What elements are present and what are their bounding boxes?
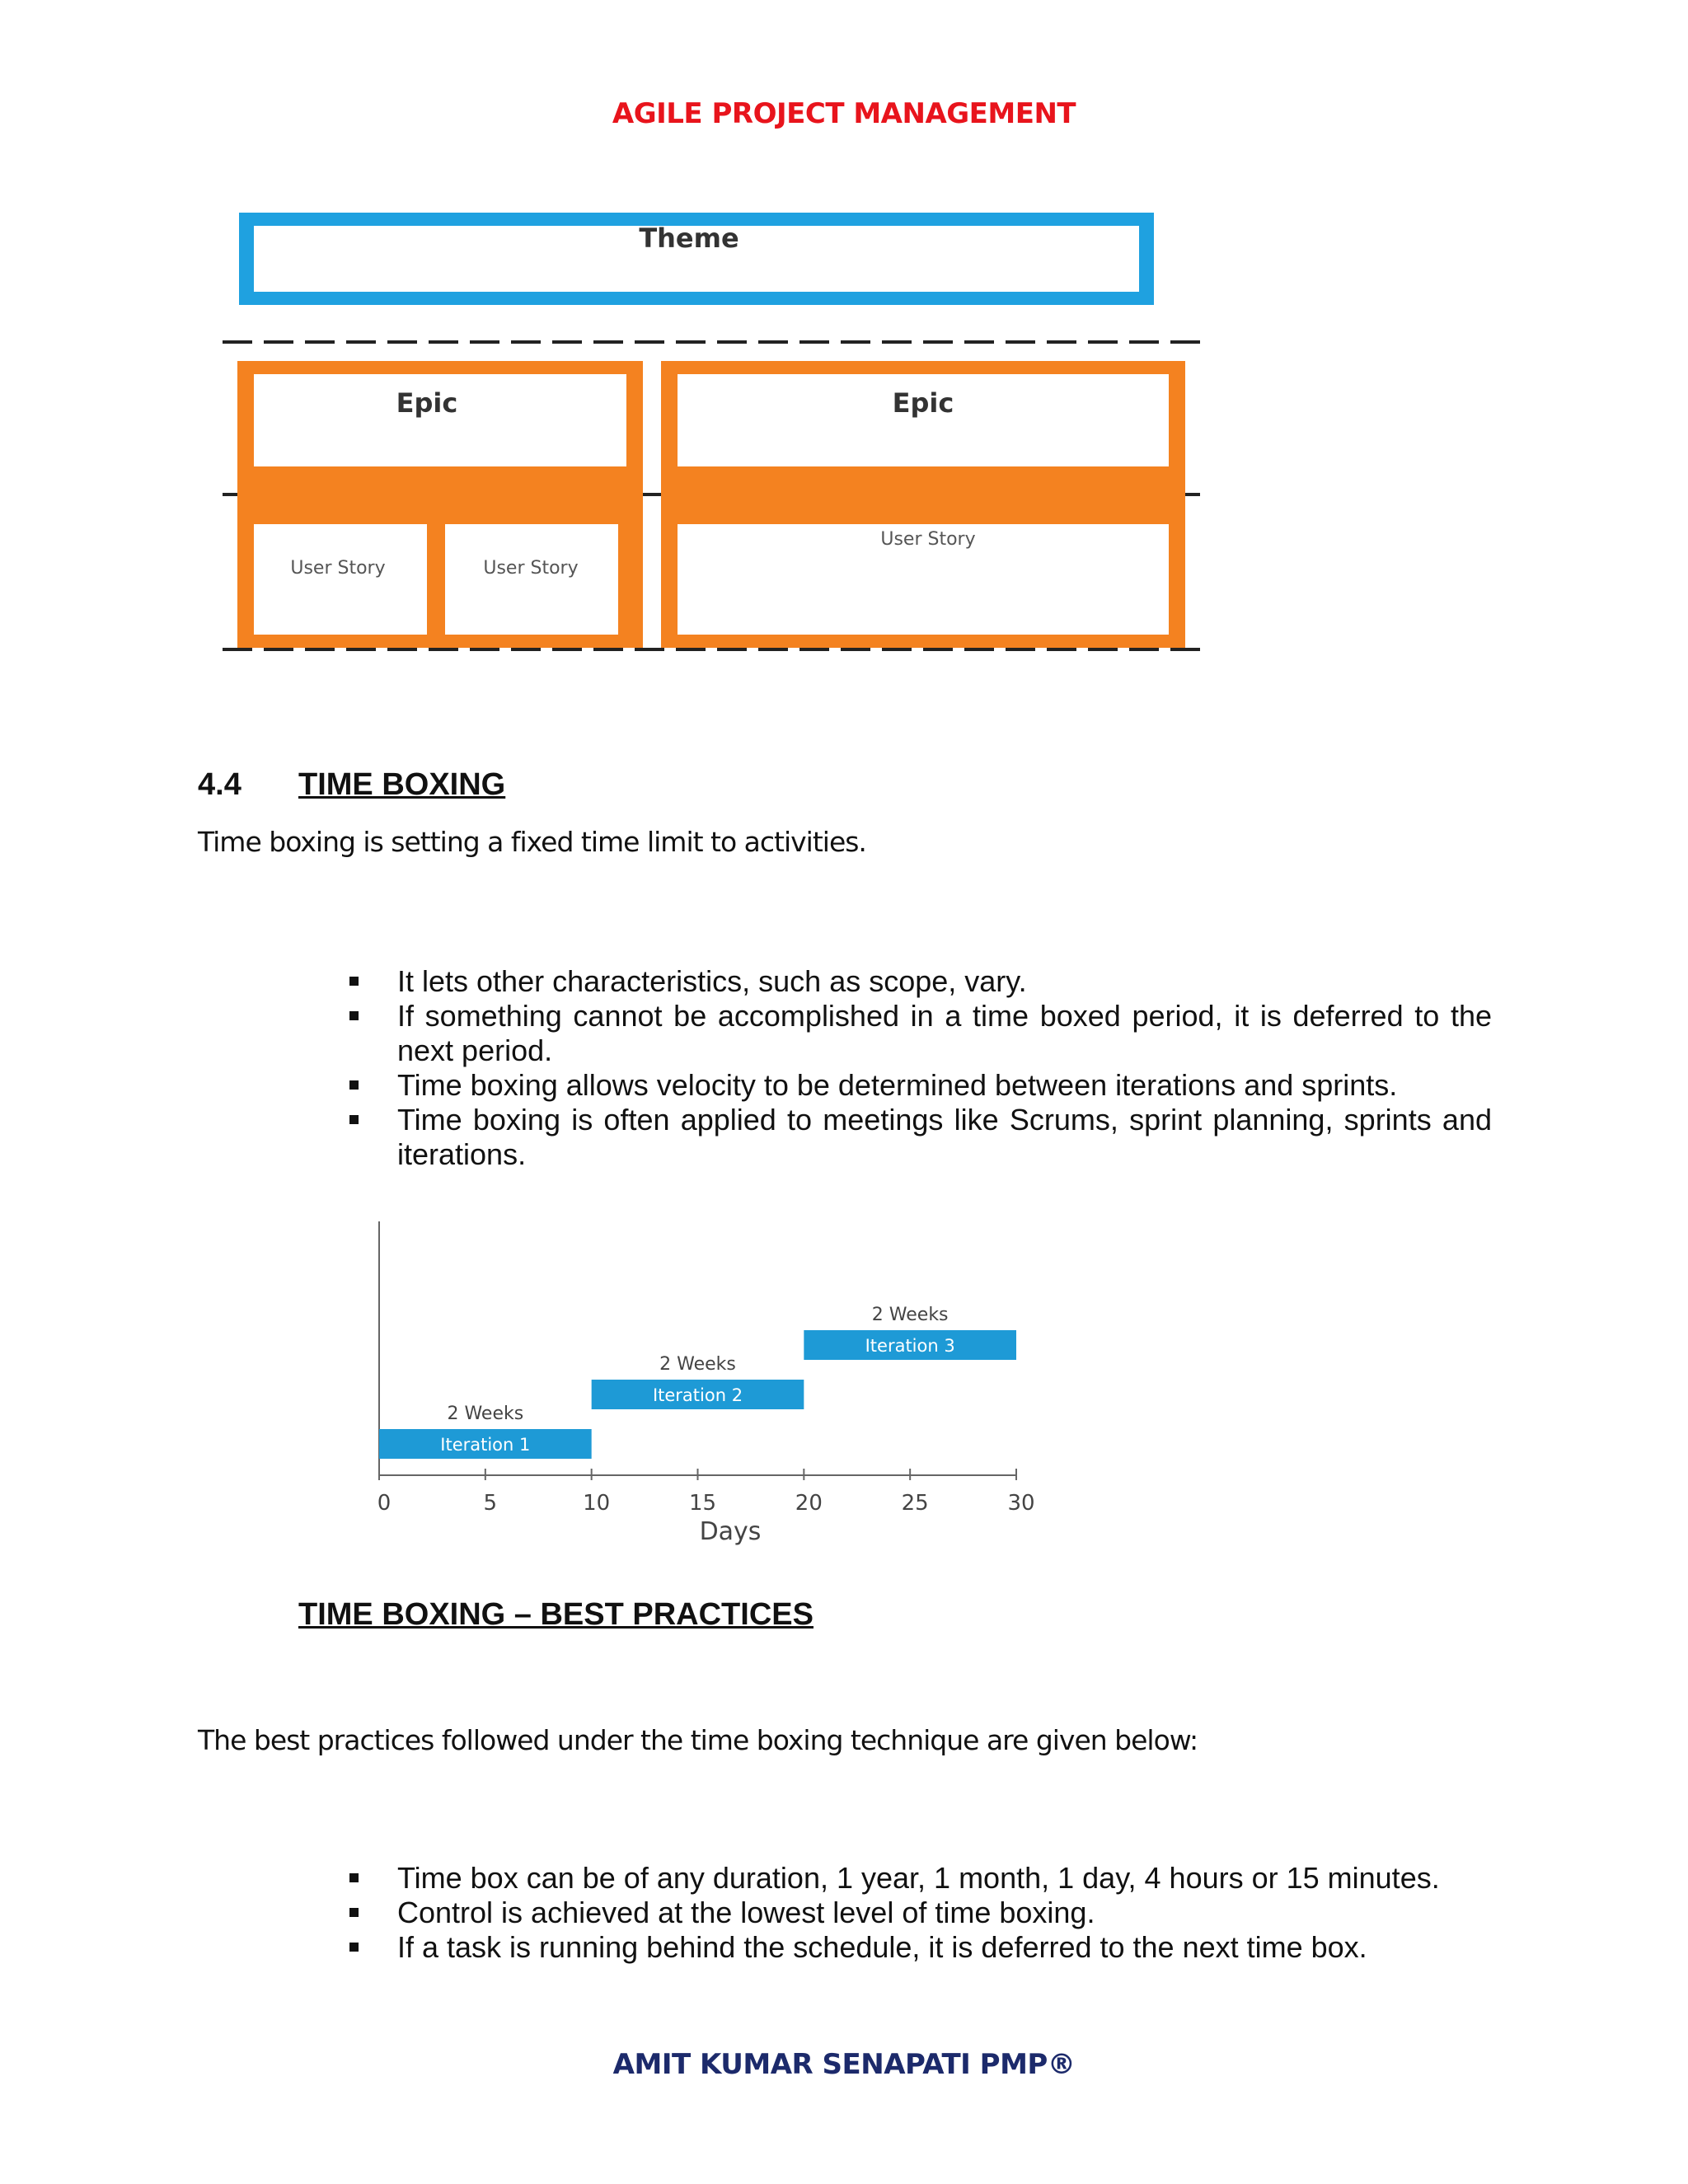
time-boxing-bullets	[346, 964, 1492, 1172]
x-tick-label: 15	[688, 1491, 717, 1516]
epic-label: Epic	[892, 387, 954, 419]
list-item: Control is achieved at the lowest level of time boxing.	[346, 1896, 1492, 1930]
iteration-bar-label: Iteration 2	[652, 1385, 743, 1405]
iteration-bar-label: Iteration 1	[440, 1435, 531, 1455]
section-title: TIME BOXING	[298, 767, 506, 802]
list-item: Time boxing allows velocity to be determined between iterations and sprints.	[346, 1068, 1492, 1103]
user-story-label: User Story	[483, 558, 579, 579]
theme-epic-story-diagram	[214, 198, 1228, 668]
iteration-duration-label: 2 Weeks	[447, 1404, 524, 1424]
theme-label: Theme	[639, 223, 739, 254]
iteration-bar-label: Iteration 3	[865, 1336, 955, 1356]
x-tick-label: 5	[483, 1491, 498, 1516]
list-item: If a task is running behind the schedule, it is deferred to the next time box.	[346, 1930, 1492, 1965]
epic-label: Epic	[396, 387, 458, 419]
x-tick-label: 20	[795, 1491, 823, 1516]
list-item: It lets other characteristics, such as scope, vary.	[346, 964, 1492, 999]
list-item: If something cannot be accomplished in a time boxed period, it is deferred to the next period.	[346, 999, 1492, 1068]
list-item: Time boxing is often applied to meetings like Scrums, sprint planning, sprints and iterations.	[346, 1103, 1492, 1172]
x-tick-label: 30	[1007, 1491, 1035, 1516]
x-tick-label: 25	[901, 1491, 929, 1516]
best-practices-intro: The best practices followed under the time boxing technique are given below:	[198, 1724, 1198, 1756]
x-tick-label: 10	[583, 1491, 611, 1516]
x-tick-label: 0	[377, 1491, 392, 1516]
page-header: AGILE PROJECT MANAGEMENT	[612, 97, 1076, 130]
iteration-duration-label: 2 Weeks	[659, 1354, 736, 1375]
user-story-box	[254, 524, 427, 635]
user-story-label: User Story	[880, 529, 976, 550]
best-practices-title: TIME BOXING – BEST PRACTICES	[298, 1597, 814, 1632]
user-story-label: User Story	[290, 558, 386, 579]
iteration-duration-label: 2 Weeks	[871, 1305, 949, 1325]
iteration-timeline-chart	[330, 1203, 1071, 1566]
best-practices-bullets	[346, 1861, 1492, 1965]
x-axis-title: Days	[699, 1517, 762, 1546]
section-intro: Time boxing is setting a fixed time limit to activities.	[198, 826, 866, 858]
page-footer: AMIT KUMAR SENAPATI PMP®	[612, 2048, 1076, 2081]
list-item: Time box can be of any duration, 1 year, 1 month, 1 day, 4 hours or 15 minutes.	[346, 1861, 1492, 1896]
section-number: 4.4	[198, 767, 241, 802]
user-story-box	[445, 524, 618, 635]
